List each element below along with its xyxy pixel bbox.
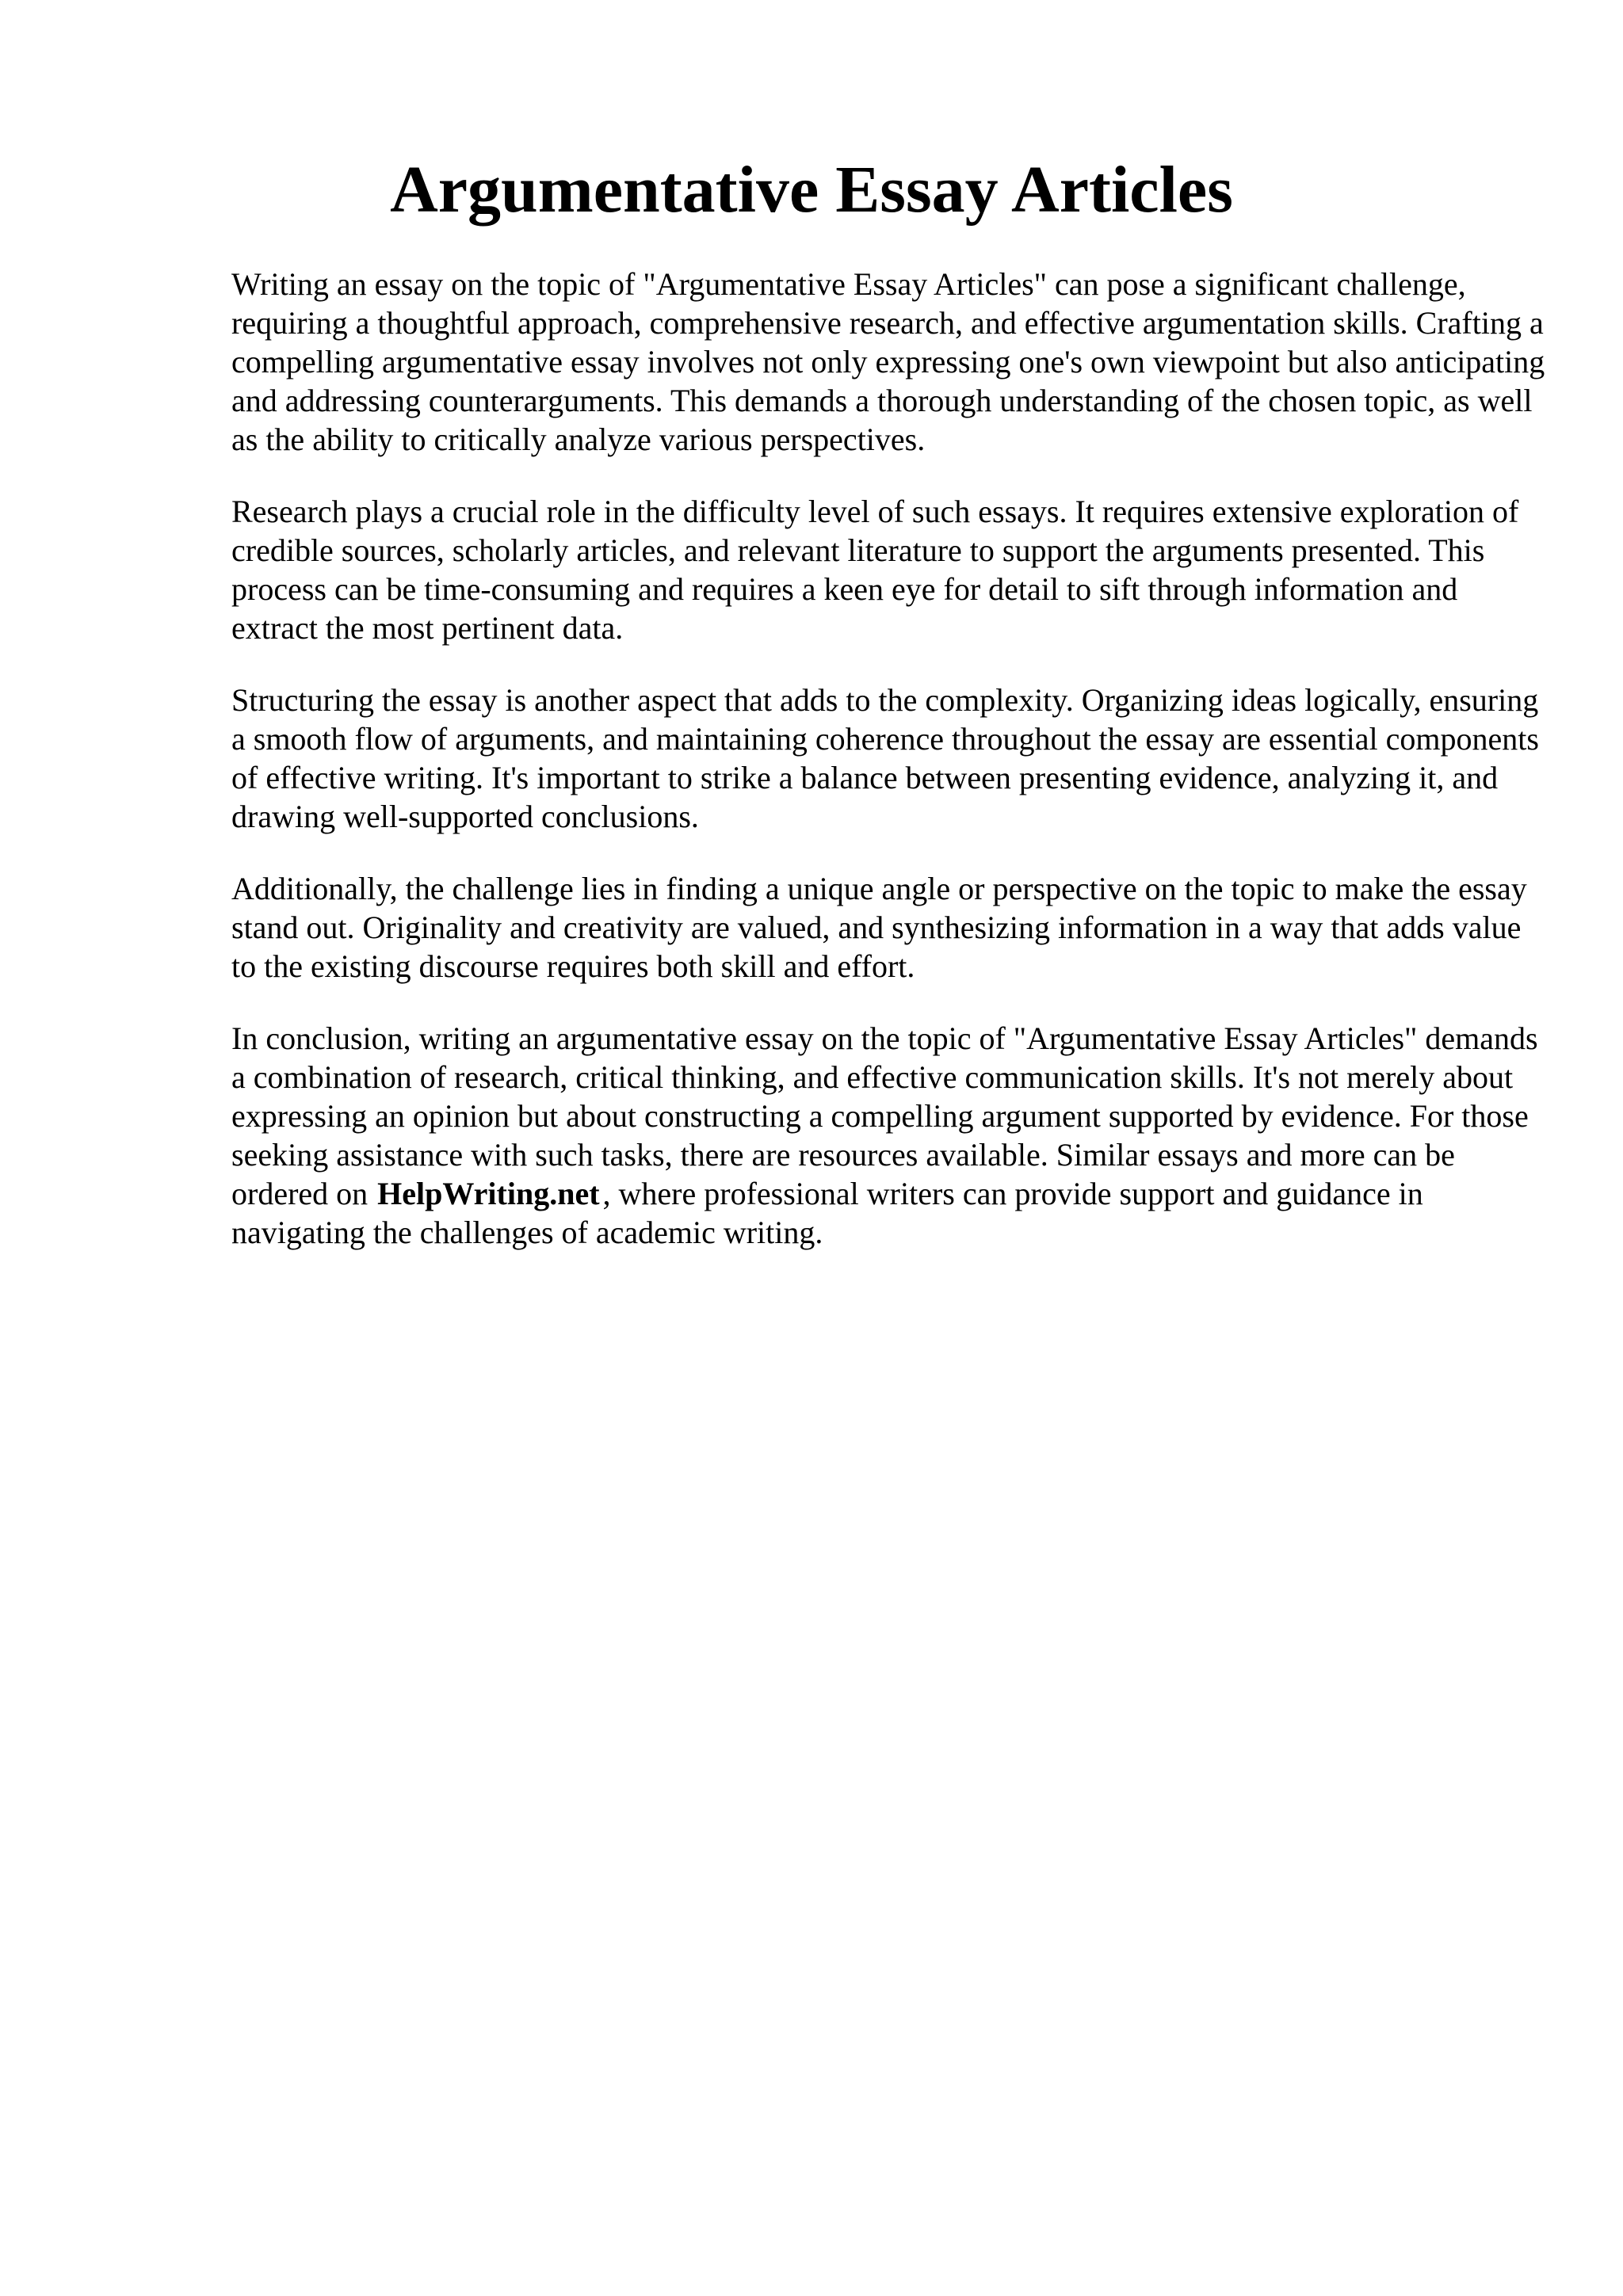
conclusion-text-before-link: In conclusion, writing an argumentative essay on the topic of "Argumentative Essay Articles" demands a combination of research, critical thinking, and effective communication skills. It's not merely about expressing an opinion but about constructing a compelling argument supported by evidence. For those seeking assistance with such tasks, there are resources available. Similar essays and more can be ordered on [231, 1020, 1538, 1211]
paragraph-intro: Writing an essay on the topic of "Argumentative Essay Articles" can pose a significant challenge, requiring a thoughtful approach, comprehensive research, and effective argumentation skills. Crafting a compelling argumentative essay involves not only expressing one's own viewpoint but also anticipating and addressing counterarguments. This demands a thorough understanding of the chosen topic, as well as the ability to critically analyze various perspectives. [231, 266, 1545, 457]
paragraph-structure: Structuring the essay is another aspect that adds to the complexity. Organizing ideas logically, ensuring a smooth flow of arguments, and maintaining coherence throughout the essay are essential components of effective writing. It's important to strike a balance between presenting evidence, analyzing it, and drawing well-supported conclusions. [231, 682, 1539, 834]
document-body [231, 265, 1547, 1285]
paragraph-conclusion [231, 1019, 1547, 1252]
page-title: Argumentative Essay Articles [390, 153, 1233, 227]
conclusion-text-after-link: , where professional writers can provide support and guidance in navigating the challenges of academic writing. [231, 1176, 1423, 1250]
helpwriting-link[interactable]: HelpWriting.net [377, 1176, 600, 1211]
paragraph-research: Research plays a crucial role in the difficulty level of such essays. It requires extensive exploration of credible sources, scholarly articles, and relevant literature to support the arguments presented. This process can be time-consuming and requires a keen eye for detail to sift through information and extract the most pertinent data. [231, 494, 1519, 646]
paragraph-originality: Additionally, the challenge lies in finding a unique angle or perspective on the topic to make the essay stand out. Originality and creativity are valued, and synthesizing information in a way that adds value to the existing discourse requires both skill and effort. [231, 871, 1527, 984]
